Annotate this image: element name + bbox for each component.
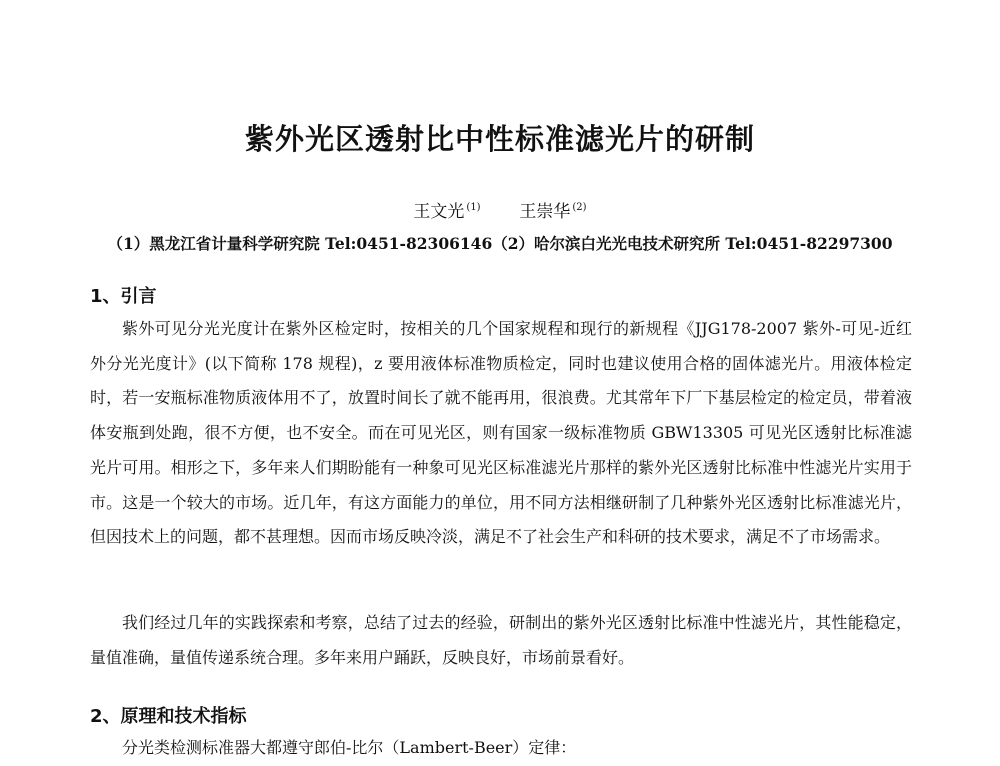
section-heading: 1、引言 — [90, 286, 157, 307]
body-paragraph: 分光类检测标准器大都遵守郎伯-比尔（Lambert-Beer）定律： — [122, 738, 577, 757]
paper-title: 紫外光区透射比中性标准滤光片的研制 — [244, 122, 755, 156]
author-name: 王崇华 — [519, 202, 571, 222]
section-heading: 2、原理和技术指标 — [90, 706, 247, 727]
body-paragraph: 我们经过几年的实践探索和考察，总结了过去的经验，研制出的紫外光区透射比标准中性滤光片，其性能稳定，量值准确，量值传递系统合理。多年来用户踊跃，反映良好，市场前景看好。 — [90, 613, 912, 667]
author-affiliation-mark: (1) — [466, 202, 481, 213]
author-name: 王文光 — [413, 202, 465, 222]
author-affiliation-mark: (2) — [572, 202, 587, 213]
affiliations: （1）黑龙江省计量科学研究院 Tel:0451-82306146（2）哈尔滨白光光电技术研究所 Tel:0451-82297300 — [107, 234, 893, 253]
body-paragraph: 紫外可见分光光度计在紫外区检定时，按相关的几个国家规程和现行的新规程《JJG178-2007 紫外-可见-近红外分光光度计》(以下简称 178 规程)，z 要用液体标准物质检定，同时也建议使用合格的固体滤光片。用液体检定时，若一安瓶标准物质液体用不了，放置时间长了就不能再用，很浪费。尤其常年下厂下基层检定的检定员，带着液体安瓶到处跑，很不方便，也不安全。而在可见光区，则有国家一级标准物质 GBW13305 可见光区透射比标准滤光片可用。相形之下，多年来人们期盼能有一种象可见光区标准滤光片那样的紫外光区透射比标准中性滤光片实用于市。这是一个较大的市场。近几年，有这方面能力的单位，用不同方法相继研制了几种紫外光区透射比标准滤光片，但因技术上的问题，都不甚理想。因而市场反映冷淡，满足不了社会生产和科研的技术要求，满足不了市场需求。 — [90, 319, 912, 547]
author-line — [0, 197, 1000, 222]
